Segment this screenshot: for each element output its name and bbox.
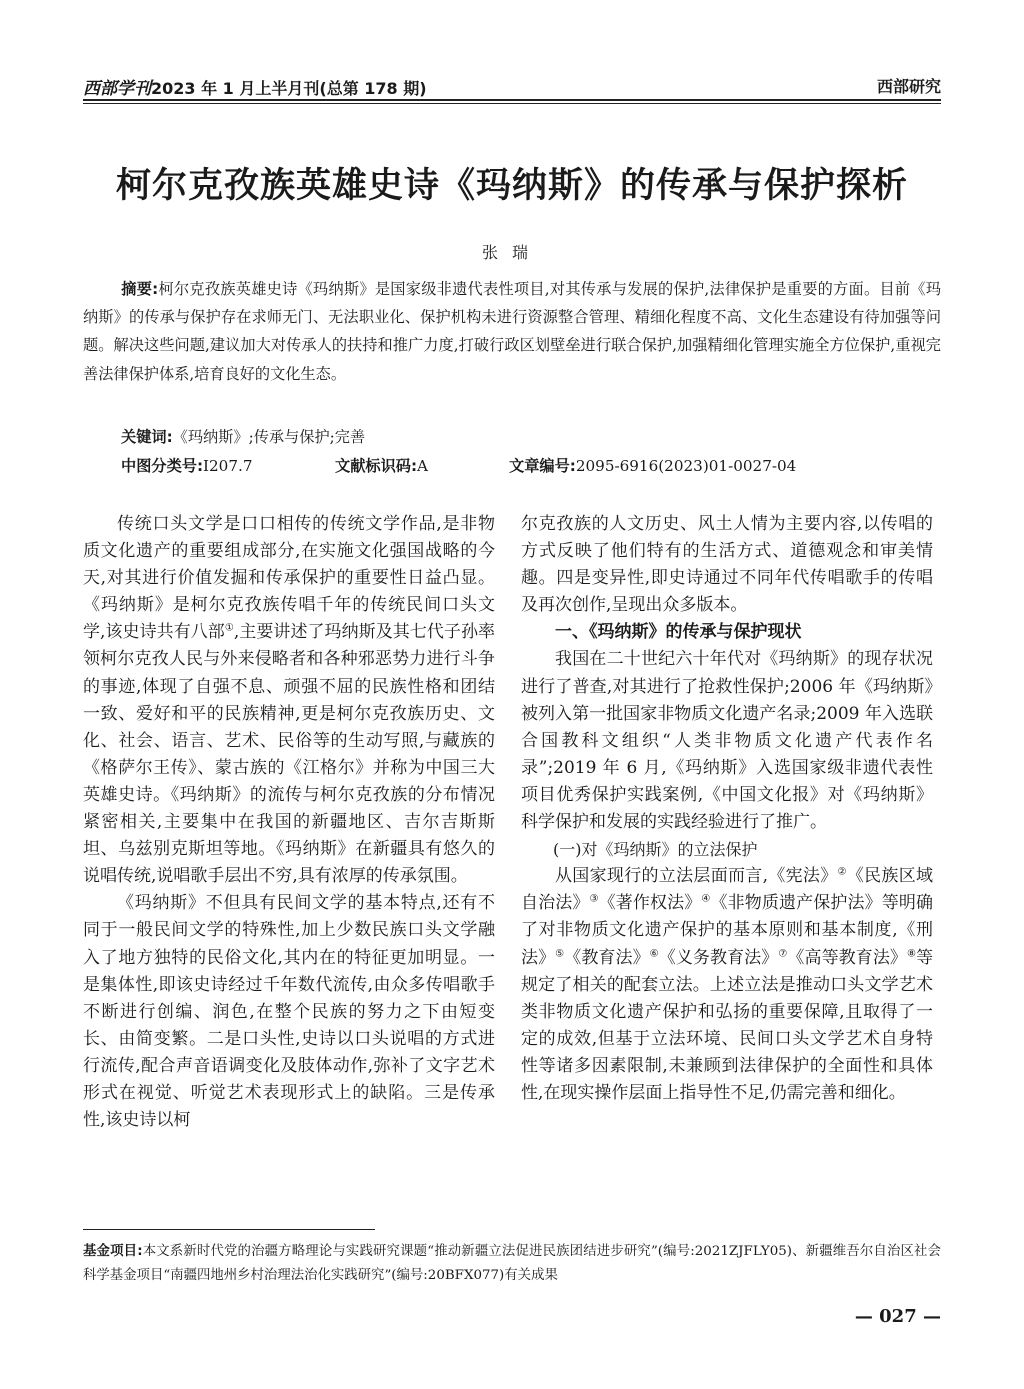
body-column-right [521, 511, 933, 1107]
funding-text: 本文系新时代党的治疆方略理论与实践研究课题“推动新疆立法促进民族团结进步研究”(编号:2021ZJFLY05)、新疆维吾尔自治区社会科学基金项目“南疆四地州乡村治理法治化实践研究”(编号:20BFX077)有关成果 [83, 1244, 941, 1283]
journal-issue [83, 74, 427, 99]
abstract [83, 275, 941, 388]
header-rule-thin [83, 103, 941, 104]
funding-note [83, 1240, 941, 1288]
keywords-label: 关键词: [121, 428, 173, 446]
paragraph: 《玛纳斯》不但具有民间文学的基本特点,还有不同于一般民间文学的特殊性,加上少数民族口头文学融入了地方独特的民俗文化,其内在的特征更加明显。一是集体性,即该史诗经过千年数代流传,由众多传唱歌手不断进行创编、润色,在整个民族的努力之下由短变长、由简变繁。二是口头性,史诗以口头说唱的方式进行流传,配合声音语调变化及肢体动作,弥补了文字艺术形式在视觉、听觉艺术表现形式上的缺陷。三是传承性,该史诗以柯 [83, 893, 495, 1131]
header-rule [83, 99, 941, 101]
footnote-ref: ① [224, 622, 234, 634]
section-name: 西部研究 [876, 77, 941, 96]
article-title: 柯尔克孜族英雄史诗《玛纳斯》的传承与保护探析 [115, 165, 908, 206]
section-heading: 一、《玛纳斯》的传承与保护现状 [555, 622, 802, 643]
running-header [83, 70, 941, 100]
paragraph: 从国家现行的立法层面而言,《宪法》②《民族区域自治法》③《著作权法》④《非物质遗产保护法》等明确了对非物质文化遗产保护的基本原则和基本制度,《刑法》⑤《教育法》⑥《义务教育法》⑦《高等教育法》⑧等规定了相关的配套立法。上述立法是推动口头文学艺术类非物质文化遗产保护和弘扬的重要保障,且取得了一定的成效,但基于立法环境、民间口头文学艺术自身特性等诸多因素限制,未兼顾到法律保护的全面性和具体性,在现实操作层面上指导性不足,仍需完善和细化。 [521, 866, 934, 1103]
issue-info: 2023 年 1 月上半月刊(总第 178 期) [151, 79, 427, 98]
abstract-label: 摘要: [121, 280, 159, 298]
keywords-text: 《玛纳斯》;传承与保护;完善 [172, 428, 366, 446]
paragraph: 我国在二十世纪六十年代对《玛纳斯》的现存状况进行了普查,对其进行了抢救性保护;2006 年《玛纳斯》被列入第一批国家非物质文化遗产名录;2009 年入选联合国教科文组织“人类非物质文化遗产代表作名录”;2019 年 6 月,《玛纳斯》入选国家级非遗代表性项目优秀保护实践案例,《中国文化报》对《玛纳斯》科学保护和发展的实践经验进行了推广。 [521, 649, 933, 833]
document-code: 文献标识码:A [335, 457, 428, 475]
page-number: — 027 — [854, 1306, 941, 1327]
funding-label: 基金项目: [83, 1244, 143, 1259]
keywords [121, 426, 941, 447]
journal-logo: 西部学刊 [83, 79, 151, 99]
body-column-left [83, 511, 495, 1134]
subsection-heading: (一)对《玛纳斯》的立法保护 [553, 840, 758, 860]
clc-code: 中图分类号:I207.7 [121, 457, 253, 475]
paragraph: 传统口头文学是口口相传的传统文学作品,是非物质文化遗产的重要组成部分,在实施文化强国战略的今天,对其进行价值发掘和传承保护的重要性日益凸显。《玛纳斯》是柯尔克孜族传唱千年的传统民间口头文学,该史诗共有八部①,主要讲述了玛纳斯及其七代子孙率领柯尔克孜人民与外来侵略者和各种邪恶势力进行斗争的事迹,体现了自强不息、顽强不屈的民族性格和团结一致、爱好和平的民族精神,更是柯尔克孜族历史、文化、社会、语言、艺术、民俗等的生动写照,与藏族的《格萨尔王传》、蒙古族的《江格尔》并称为中国三大英雄史诗。《玛纳斯》的流传与柯尔克孜族的分布情况紧密相关,主要集中在我国的新疆地区、吉尔吉斯斯坦、乌兹别克斯坦等地。《玛纳斯》在新疆具有悠久的说唱传统,说唱歌手层出不穷,具有浓厚的传承氛围。 [83, 514, 495, 887]
footnote-rule [83, 1229, 375, 1230]
paragraph: 尔克孜族的人文历史、风土人情为主要内容,以传唱的方式反映了他们特有的生活方式、道德观念和审美情趣。四是变异性,即史诗通过不同年代传唱歌手的传唱及再次创作,呈现出众多版本。 [521, 514, 933, 616]
author: 张瑞 [481, 243, 542, 262]
article-number: 文章编号:2095-6916(2023)01-0027-04 [509, 457, 797, 475]
abstract-text: 柯尔克孜族英雄史诗《玛纳斯》是国家级非遗代表性项目,对其传承与发展的保护,法律保护是重要的方面。目前《玛纳斯》的传承与保护存在求师无门、无法职业化、保护机构未进行资源整合管理、精细化程度不高、文化生态建设有待加强等问题。解决这些问题,建议加大对传承人的扶持和推广力度,打破行政区划壁垒进行联合保护,加强精细化管理实施全方位保护,重视完善法律保护体系,培育良好的文化生态。 [83, 280, 942, 383]
